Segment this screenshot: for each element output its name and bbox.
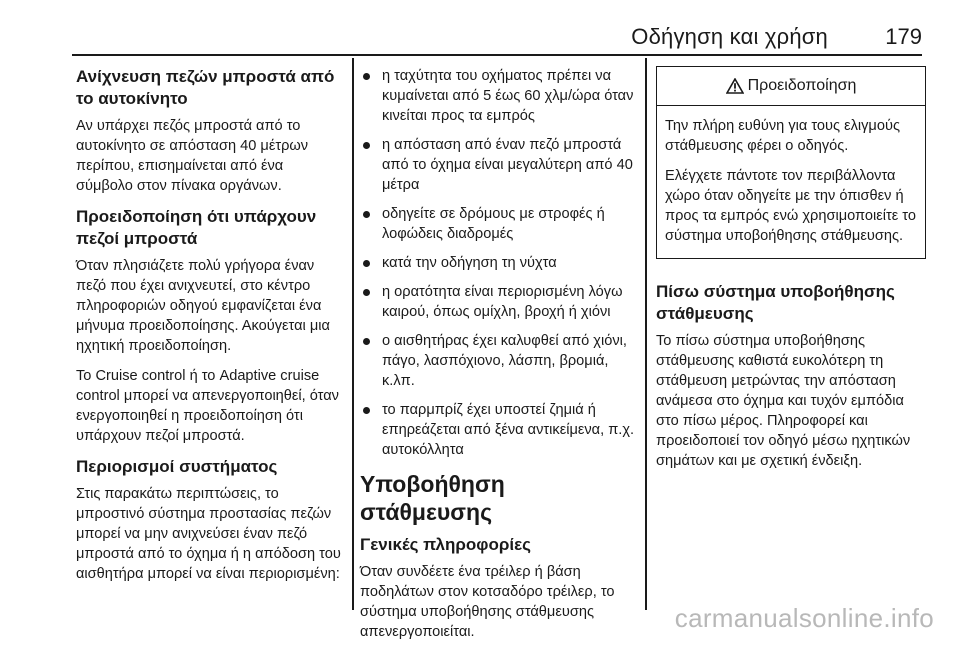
bullet-icon — [363, 260, 370, 267]
list-item: το παρμπρίζ έχει υποστεί ζημιά ή επηρεάζεται από ξένα αντικείμενα, π.χ. αυτοκόλλητα — [360, 400, 636, 460]
heading-pedestrian-warning: Προειδοποίηση ότι υπάρχουν πεζοί μπροστά — [76, 207, 317, 248]
warning-box — [656, 66, 926, 259]
list-item: η ταχύτητα του οχήματος πρέπει να κυμαίνεται από 5 έως 60 χλμ/ώρα όταν κινείται προς τα εμπρός — [360, 66, 636, 126]
page-header — [0, 0, 960, 60]
column-divider-1 — [352, 58, 354, 610]
heading-general-info: Γενικές πληροφορίες — [360, 535, 531, 554]
column-1 — [76, 66, 344, 594]
bullet-icon — [363, 73, 370, 80]
paragraph-pedestrian-detection: Αν υπάρχει πεζός μπροστά από το αυτοκίνητο σε απόσταση 40 μέτρων περίπου, επισημαίνεται από ένα σύμβολο στον πίνακα οργάνων. — [76, 118, 309, 194]
paragraph-system-limits: Στις παρακάτω περιπτώσεις, το μπροστινό σύστημα προστασίας πεζών μπορεί να μην ανιχνεύσει έναν πεζό μπροστά από το όχημα ή η απόδοση του αισθητήρα μπορεί να είναι περιορισμένη: — [76, 486, 341, 582]
watermark: carmanualsonline.info — [674, 603, 934, 633]
warning-title: Προειδοποίηση — [747, 77, 857, 94]
bullet-icon — [363, 289, 370, 296]
list-item: οδηγείτε σε δρόμους με στροφές ή λοφώδεις διαδρομές — [360, 204, 636, 244]
bullet-icon — [363, 338, 370, 345]
column-3 — [656, 66, 926, 481]
heading-pedestrian-detection: Ανίχνευση πεζών μπροστά από το αυτοκίνητο — [76, 67, 335, 108]
paragraph-rear-parking-assist: Το πίσω σύστημα υποβοήθησης στάθμευσης καθιστά ευκολότερη τη στάθμευση μετρώντας την απόσταση ανάμεσα στο όχημα και τυχόν εμπόδια στο πίσω μέρος. Πληροφορεί και προειδοποιεί τον οδηγό μέσω ηχητικών σημάτων και με σχετική ένδειξη. — [656, 333, 911, 469]
warning-header — [657, 67, 925, 106]
list-item: η ορατότητα είναι περιορισμένη λόγω καιρού, όπως ομίχλη, βροχή ή χιόνι — [360, 282, 636, 322]
paragraph-pedestrian-warning: Όταν πλησιάζετε πολύ γρήγορα έναν πεζό που έχει ανιχνευτεί, στο κέντρο πληροφοριών οδηγού εμφανίζεται ένα μήνυμα προειδοποίησης. Ακούγεται μια ηχητική προειδοποίηση. — [76, 258, 330, 354]
warning-paragraph-1: Την πλήρη ευθύνη για τους ελιγμούς στάθμευσης φέρει ο οδηγός. — [665, 118, 900, 154]
heading-system-limits: Περιορισμοί συστήματος — [76, 457, 278, 476]
warning-body — [657, 106, 925, 258]
paragraph-general-info: Όταν συνδέετε ένα τρέιλερ ή βάση ποδηλάτων στον κοτσαδόρο τρέιλερ, το σύστημα υποβοήθησης στάθμευσης απενεργοποιείται. — [360, 564, 615, 640]
heading-rear-parking-assist: Πίσω σύστημα υποβοήθησης στάθμευσης — [656, 282, 895, 323]
list-item: η απόσταση από έναν πεζό μπροστά από το όχημα είναι μεγαλύτερη από 40 μέτρα — [360, 135, 636, 195]
page-number: 179 — [885, 24, 922, 49]
warning-triangle-icon — [726, 78, 744, 94]
column-2 — [360, 66, 636, 652]
warning-paragraph-2: Ελέγχετε πάντοτε τον περιβάλλοντα χώρο όταν οδηγείτε με την όπισθεν ή προς τα εμπρός ενώ χρησιμοποιείτε το σύστημα υποβοήθησης στάθμευσης. — [665, 168, 916, 244]
list-item: κατά την οδήγηση τη νύχτα — [360, 253, 636, 273]
header-title: Οδήγηση και χρήση — [631, 24, 828, 49]
bullet-icon — [363, 211, 370, 218]
section-title-parking-assist: Υποβοήθηση στάθμευσης — [360, 471, 505, 525]
column-divider-2 — [645, 58, 647, 610]
list-item: ο αισθητήρας έχει καλυφθεί από χιόνι, πάγο, λασπόχιονο, λάσπη, βρομιά, κ.λπ. — [360, 331, 636, 391]
header-rule — [72, 54, 922, 56]
bullet-icon — [363, 142, 370, 149]
paragraph-cruise-control: Το Cruise control ή το Adaptive cruise control μπορεί να απενεργοποιηθεί, όταν ενεργοποιηθεί η προειδοποίηση ότι υπάρχουν πεζοί μπροστά. — [76, 368, 339, 444]
bullet-icon — [363, 407, 370, 414]
limitations-list — [360, 66, 636, 460]
